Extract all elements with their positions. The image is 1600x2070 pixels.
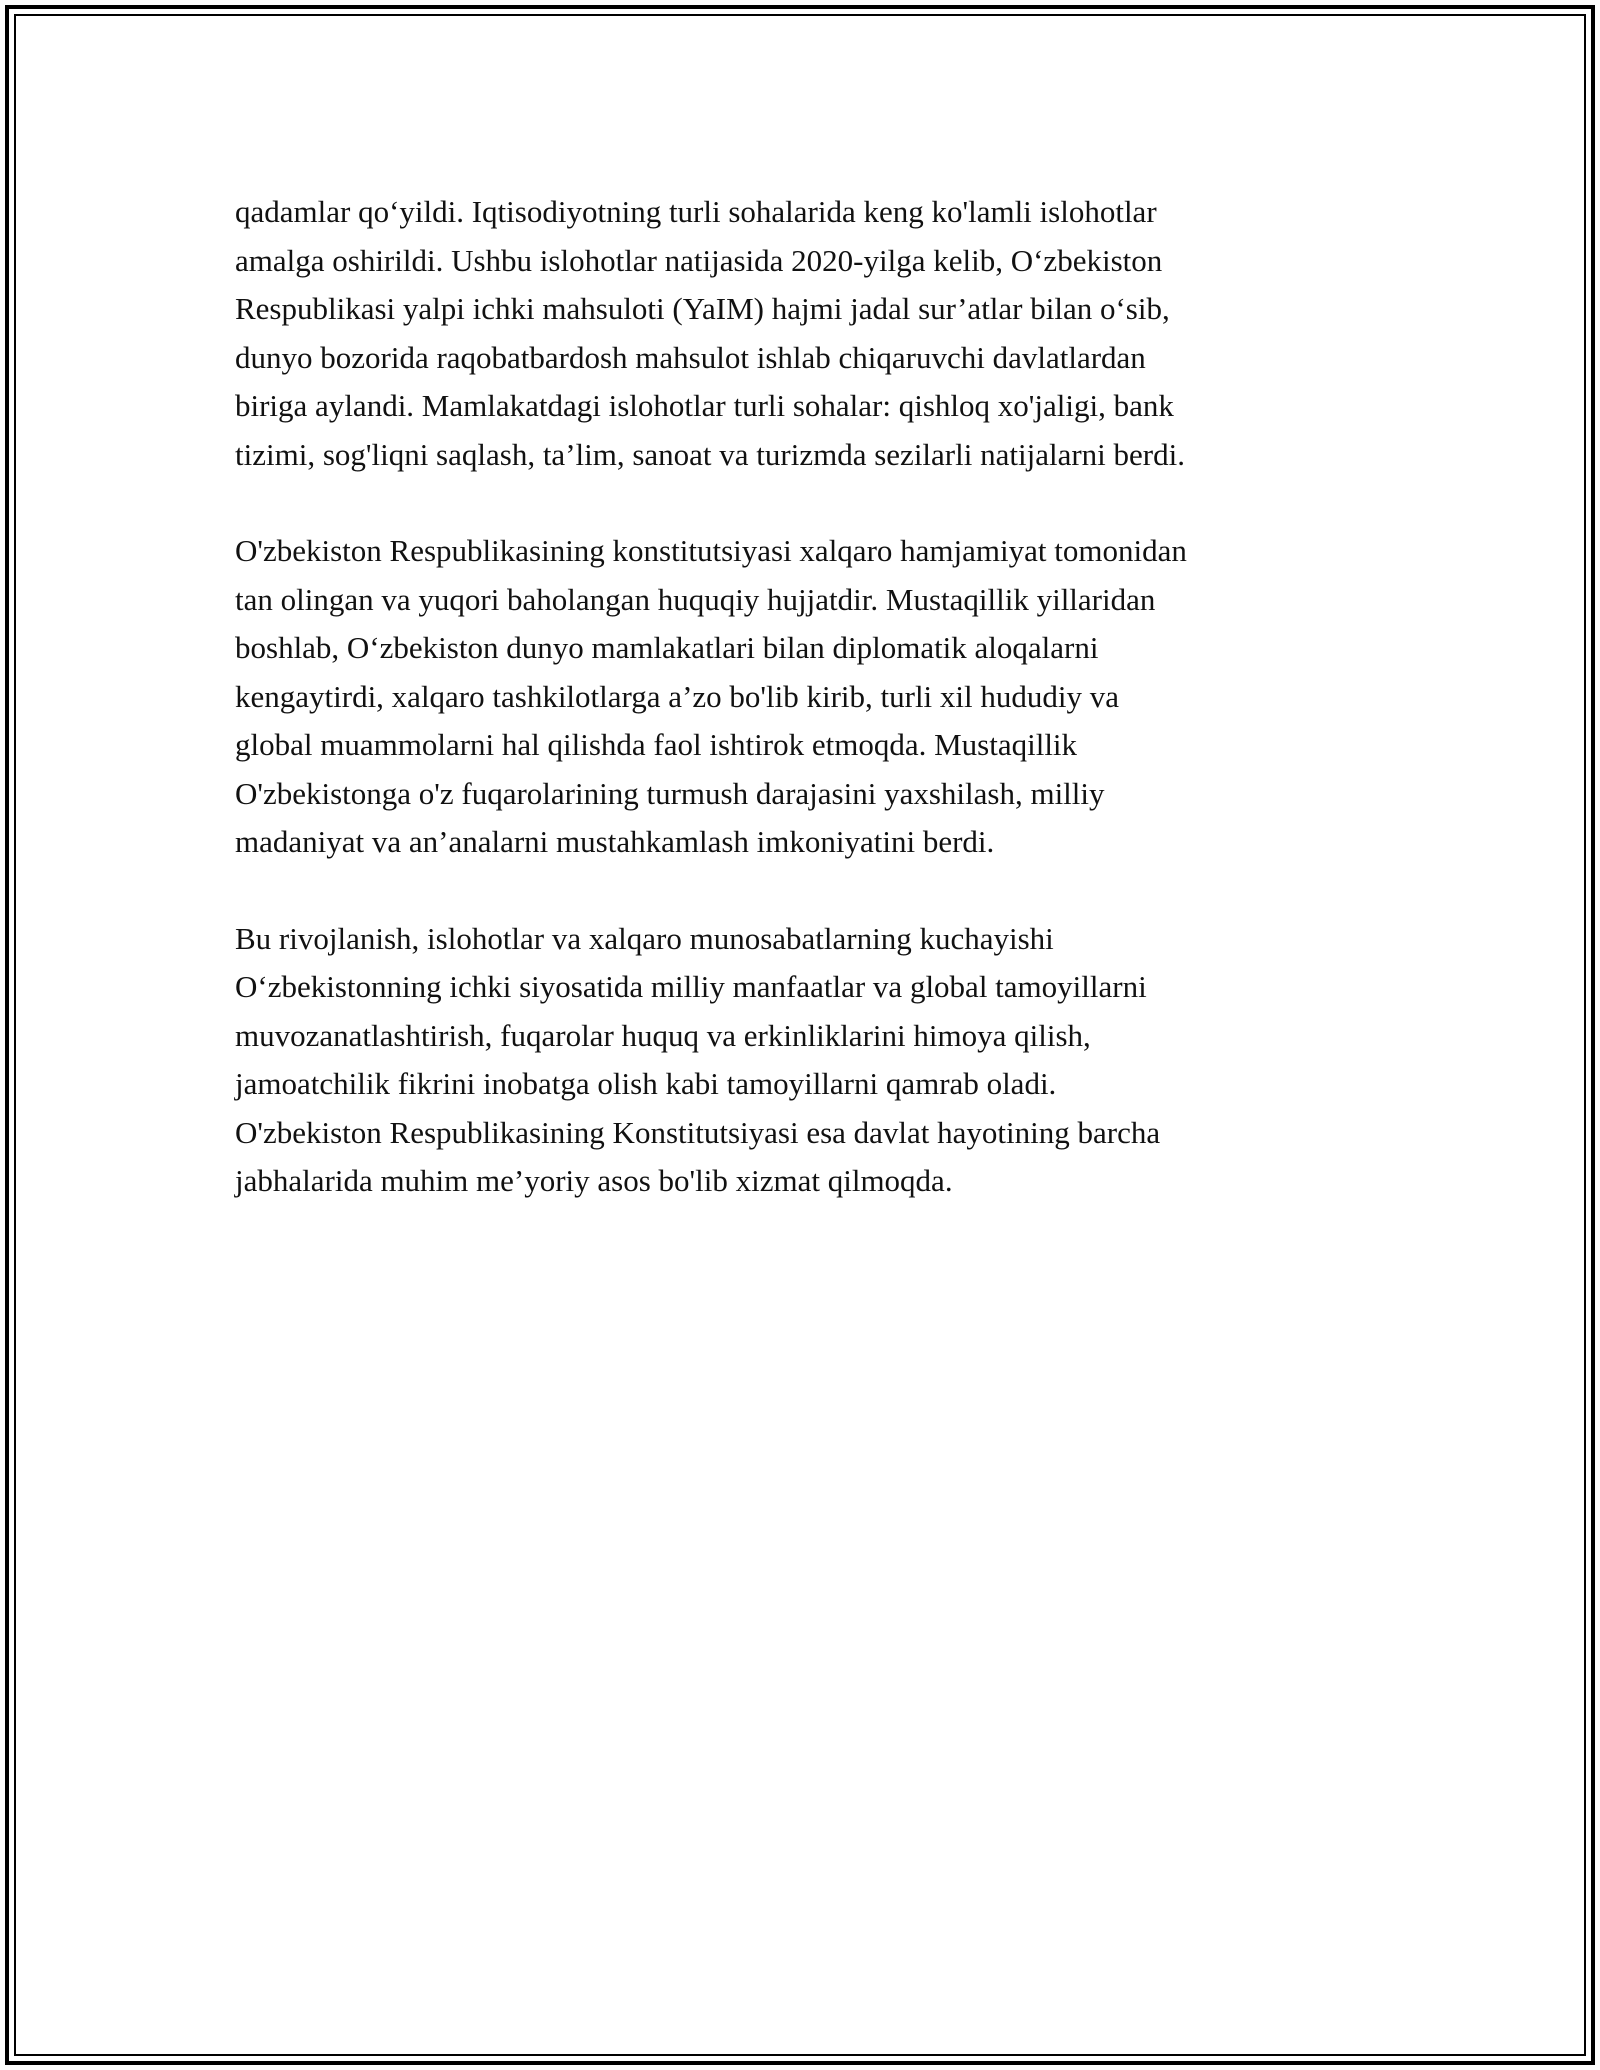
text-line: jamoatchilik fikrini inobatga olish kabi tamoyillarni qamrab oladi. — [235, 1066, 1057, 1101]
text-line: biriga aylandi. Mamlakatdagi islohotlar turli sohalar: qishloq xo'jaligi, bank — [235, 388, 1174, 423]
text-line: jabhalarida muhim me’yoriy asos bo'lib xizmat qilmoqda. — [235, 1163, 953, 1198]
text-line: dunyo bozorida raqobatbardosh mahsulot ishlab chiqaruvchi davlatlardan — [235, 339, 1146, 375]
text-line: kengaytirdi, xalqaro tashkilotlarga a’zo bo'lib kirib, turli xil hududiy va — [235, 678, 1120, 714]
text-line: O'zbekiston Respublikasining konstitutsiyasi xalqaro hamjamiyat tomonidan — [235, 533, 1187, 568]
text-line: qadamlar qo‘yildi. Iqtisodiyotning turli sohalarida keng ko'lamli islohotlar — [235, 194, 1157, 229]
text-line: O'zbekistonga o'z fuqarolarining turmush darajasini yaxshilash, milliy — [235, 775, 1105, 811]
text-line: O'zbekiston Respublikasining Konstitutsiyasi esa davlat hayotining barcha — [235, 1114, 1161, 1150]
text-line: O‘zbekistonning ichki siyosatida milliy manfaatlar va global tamoyillarni — [235, 969, 1147, 1004]
text-line: muvozanatlashtirish, fuqarolar huquq va erkinliklarini himoya qilish, — [235, 1017, 1091, 1053]
paragraph-2 — [235, 527, 1385, 867]
paragraph-1 — [235, 188, 1385, 479]
text-line: Bu rivojlanish, islohotlar va xalqaro munosabatlarning kuchayishi — [235, 920, 1054, 956]
text-line: Respublikasi yalpi ichki mahsuloti (YaIM) hajmi jadal sur’atlar bilan o‘sib, — [235, 291, 1170, 326]
text-line: boshlab, O‘zbekiston dunyo mamlakatlari bilan diplomatik aloqalarni — [235, 630, 1099, 665]
document-body — [235, 188, 1385, 1254]
text-line: tizimi, sog'liqni saqlash, ta’lim, sanoat va turizmda sezilarli natijalarni berdi. — [235, 436, 1185, 472]
text-line: madaniyat va an’analarni mustahkamlash imkoniyatini berdi. — [235, 824, 995, 859]
paragraph-3 — [235, 915, 1385, 1206]
text-line: global muammolarni hal qilishda faol ishtirok etmoqda. Mustaqillik — [235, 727, 1078, 762]
text-line: amalga oshirildi. Ushbu islohotlar natijasida 2020-yilga kelib, O‘zbekiston — [235, 242, 1163, 278]
text-line: tan olingan va yuqori baholangan huquqiy hujjatdir. Mustaqillik yillaridan — [235, 581, 1156, 617]
